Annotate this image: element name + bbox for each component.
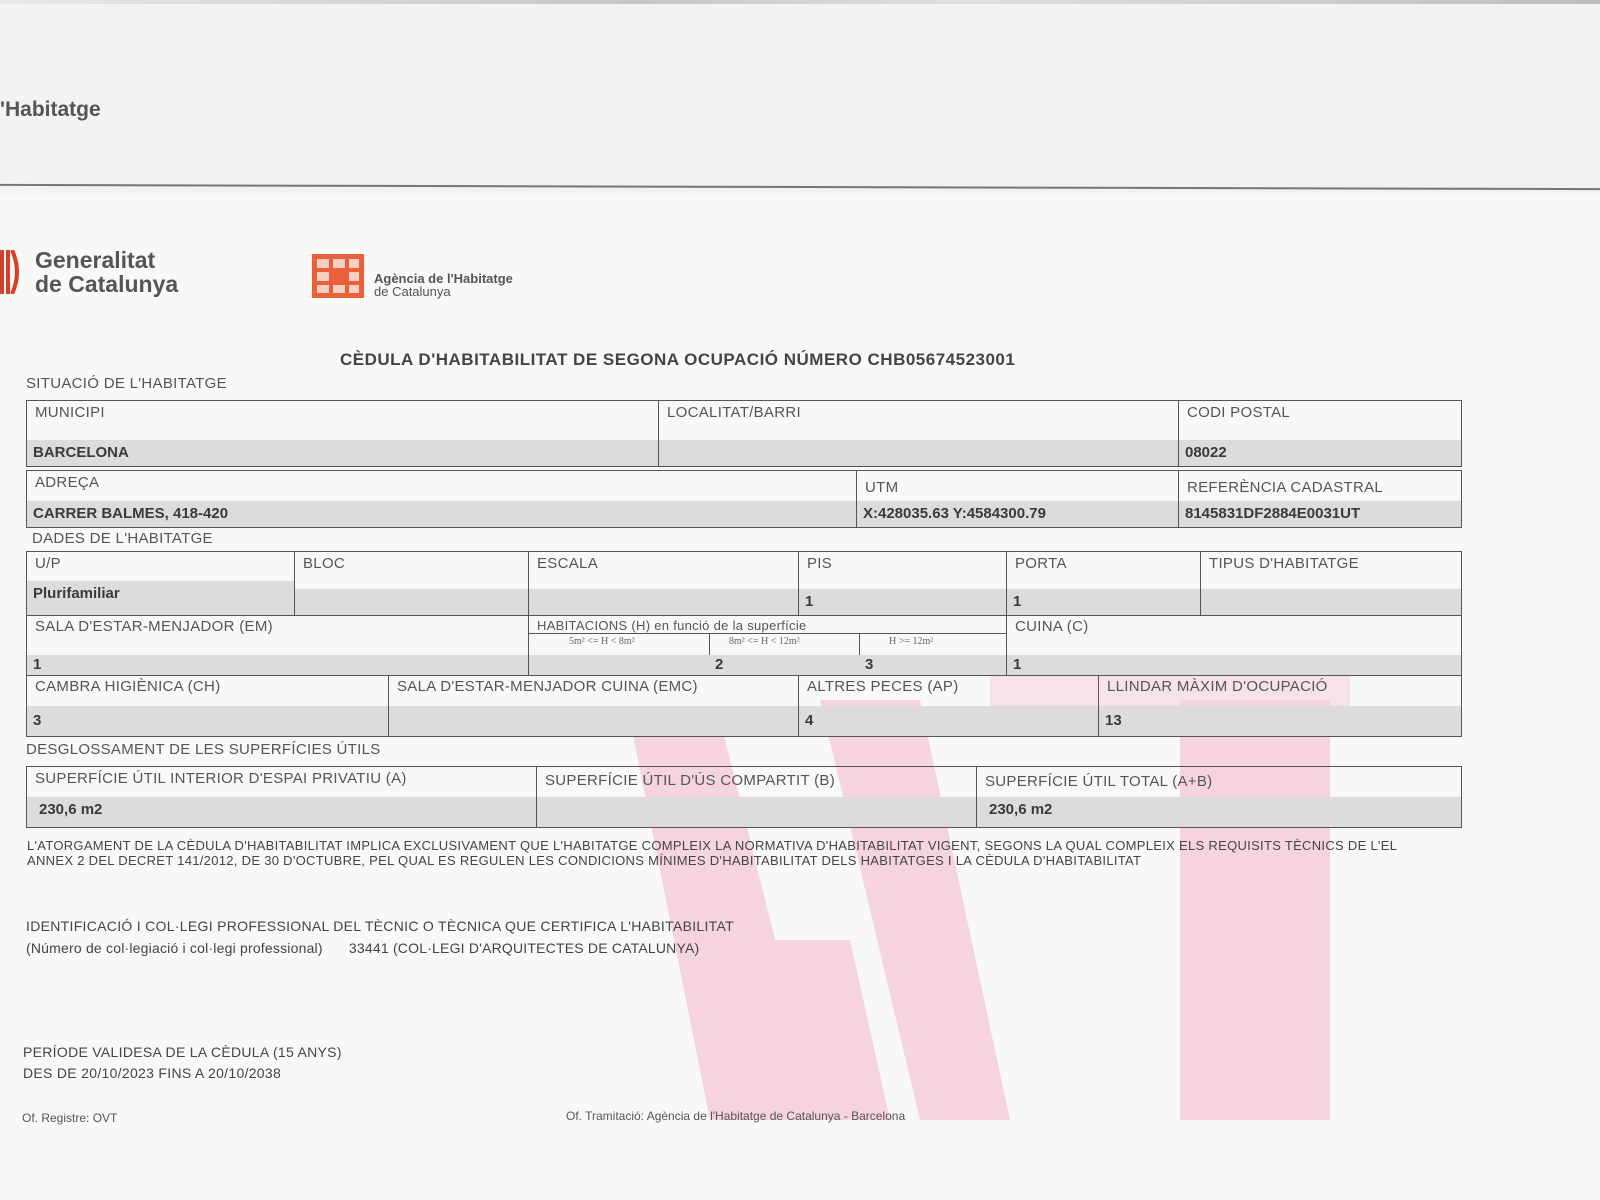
localitat-label: LOCALITAT/BARRI [667, 404, 801, 421]
validesa-title: PERÍODE VALIDESA DE LA CÈDULA (15 ANYS) [23, 1044, 342, 1060]
fins-label: FINS A [158, 1065, 204, 1081]
ch-cell [27, 675, 389, 736]
pis-value: 1 [805, 593, 814, 610]
agency-line2: de Catalunya [374, 284, 451, 299]
section-superficies-title: DESGLOSSAMENT DE LES SUPERFÍCIES ÚTILS [26, 741, 381, 758]
agency-logo-icon [312, 254, 364, 298]
porta-cell [1007, 552, 1201, 615]
habitacions-sub2: 8m² <= H < 12m² [729, 636, 800, 647]
habitacions-val2: 2 [715, 656, 724, 673]
validesa-dates [23, 1063, 342, 1084]
codi-postal-label: CODI POSTAL [1187, 404, 1291, 421]
section-situacio-title: SITUACIÓ DE L'HABITATGE [26, 375, 227, 392]
em-value: 1 [33, 656, 42, 673]
habitacions-sub3: H >= 12m² [889, 636, 934, 647]
em-cell [27, 615, 529, 675]
ch-value: 3 [33, 712, 42, 729]
utm-cell [857, 471, 1179, 527]
municipi-label: MUNICIPI [35, 404, 105, 421]
utm-value: X:428035.63 Y:4584300.79 [863, 505, 1046, 522]
dades-table [26, 551, 1462, 737]
up-value: Plurifamiliar [33, 585, 120, 602]
tipus-cell [1201, 552, 1461, 615]
llindar-value: 13 [1105, 712, 1122, 729]
superficies-table [26, 766, 1462, 828]
cuina-cell [1007, 615, 1461, 675]
adreca-value: CARRER BALMES, 418-420 [33, 505, 229, 522]
codi-postal-value: 08022 [1185, 444, 1227, 461]
des-label: DES DE [23, 1065, 77, 1081]
document-title: CÈDULA D'HABITABILITAT DE SEGONA OCUPACIÓ NÚMERO CHB05674523001 [340, 350, 1016, 369]
situacio-row2 [26, 470, 1462, 528]
pis-cell [799, 552, 1007, 615]
codi-postal-cell [1179, 401, 1461, 466]
generalitat-line1: Generalitat [35, 247, 156, 273]
agency-line1: Agència de l'Habitatge [374, 271, 513, 286]
utm-label: UTM [865, 479, 899, 496]
ch-label: CAMBRA HIGIÈNICA (CH) [35, 678, 221, 695]
tipus-label: TIPUS D'HABITATGE [1209, 555, 1359, 572]
ap-label: ALTRES PECES (AP) [807, 678, 959, 695]
cuina-value: 1 [1013, 656, 1022, 673]
superficie-total-label: SUPERFÍCIE ÚTIL TOTAL (A+B) [985, 773, 1213, 790]
municipi-cell [27, 401, 659, 466]
porta-value: 1 [1013, 593, 1022, 610]
em-label: SALA D'ESTAR-MENJADOR (EM) [35, 618, 273, 635]
bloc-label: BLOC [303, 555, 346, 572]
habitacions-sub-divider [529, 633, 1007, 634]
habitacions-label: HABITACIONS (H) en funció de la superfície [537, 618, 807, 633]
footer-registre: Of. Registre: OVT [22, 1111, 118, 1125]
adreca-label: ADREÇA [35, 474, 100, 491]
ap-cell [799, 675, 1099, 736]
tecnic-label: (Número de col·legiació i col·legi professional) [26, 940, 323, 956]
habitacions-cell [529, 615, 1007, 675]
emc-label: SALA D'ESTAR-MENJADOR CUINA (EMC) [397, 678, 698, 695]
tecnic-row [26, 940, 699, 956]
emc-cell [389, 675, 799, 736]
legal-text: L'ATORGAMENT DE LA CÈDULA D'HABITABILITAT IMPLICA EXCLUSIVAMENT QUE L'HABITATGE COMPLEIX LA NORMATIVA D'HABITABILITAT VIGENT, SEGONS LA QUAL COMPLEIX ELS REQUISITS TÈCNICS DE L'EL ANNEX 2 DEL DECRET 141/2012, DE 30 D'OCTUBRE, PEL QUAL ES REGULEN LES CONDICIONS MÍNIMES D'HABITABILITAT DELS HABITATGES I LA CÈDULA D'HABITABILITAT [27, 838, 1397, 868]
escala-label: ESCALA [537, 555, 598, 572]
superficie-a-value: 230,6 m2 [39, 801, 103, 818]
porta-label: PORTA [1015, 555, 1067, 572]
cuina-label: CUINA (C) [1015, 618, 1089, 635]
habitacions-val3: 3 [865, 656, 874, 673]
superficie-total-value: 230,6 m2 [989, 801, 1053, 818]
ap-value: 4 [805, 712, 814, 729]
tecnic-value: 33441 (COL·LEGI D'ARQUITECTES DE CATALUNYA) [348, 940, 700, 956]
footer-tramitacio: Of. Tramitació: Agència de l'Habitatge de Catalunya - Barcelona [566, 1109, 906, 1123]
page-top-edge [0, 0, 1600, 4]
bloc-cell [295, 552, 529, 615]
generalitat-line2: de Catalunya [35, 271, 179, 297]
tecnic-title: IDENTIFICACIÓ I COL·LEGI PROFESSIONAL DEL TÈCNIC O TÈCNICA QUE CERTIFICA L'HABITABILITAT [26, 918, 734, 934]
page-divider [0, 184, 1600, 190]
fins-value: 20/10/2038 [208, 1065, 282, 1081]
superficie-b-label: SUPERFÍCIE ÚTIL D'ÚS COMPARTIT (B) [545, 772, 836, 789]
generalitat-logo-icon [0, 250, 22, 294]
superficie-a-label: SUPERFÍCIE ÚTIL INTERIOR D'ESPAI PRIVATIU (A) [35, 770, 407, 787]
generalitat-name [35, 248, 178, 296]
localitat-cell [659, 401, 1179, 466]
ref-cadastral-cell [1179, 471, 1461, 527]
habitacions-sub1: 5m² <= H < 8m² [569, 636, 635, 647]
escala-cell [529, 552, 799, 615]
superficie-total-cell [977, 767, 1461, 827]
des-value: 20/10/2023 [81, 1065, 155, 1081]
situacio-row1 [26, 400, 1462, 467]
llindar-cell [1099, 675, 1461, 736]
municipi-value: BARCELONA [33, 444, 129, 461]
header-fragment: 'Habitatge [0, 98, 101, 121]
pis-label: PIS [807, 555, 833, 572]
validesa-block [23, 1042, 342, 1084]
up-cell [27, 552, 295, 615]
llindar-label: LLINDAR MÀXIM D'OCUPACIÓ [1107, 678, 1328, 695]
superficie-a-cell [27, 767, 537, 827]
ref-cadastral-value: 8145831DF2884E0031UT [1185, 505, 1361, 522]
ref-cadastral-label: REFERÈNCIA CADASTRAL [1187, 479, 1384, 496]
up-label: U/P [35, 555, 61, 572]
section-dades-title: DADES DE L'HABITATGE [32, 530, 213, 547]
adreca-cell [27, 471, 857, 527]
agency-name [374, 272, 513, 298]
superficie-b-cell [537, 767, 977, 827]
